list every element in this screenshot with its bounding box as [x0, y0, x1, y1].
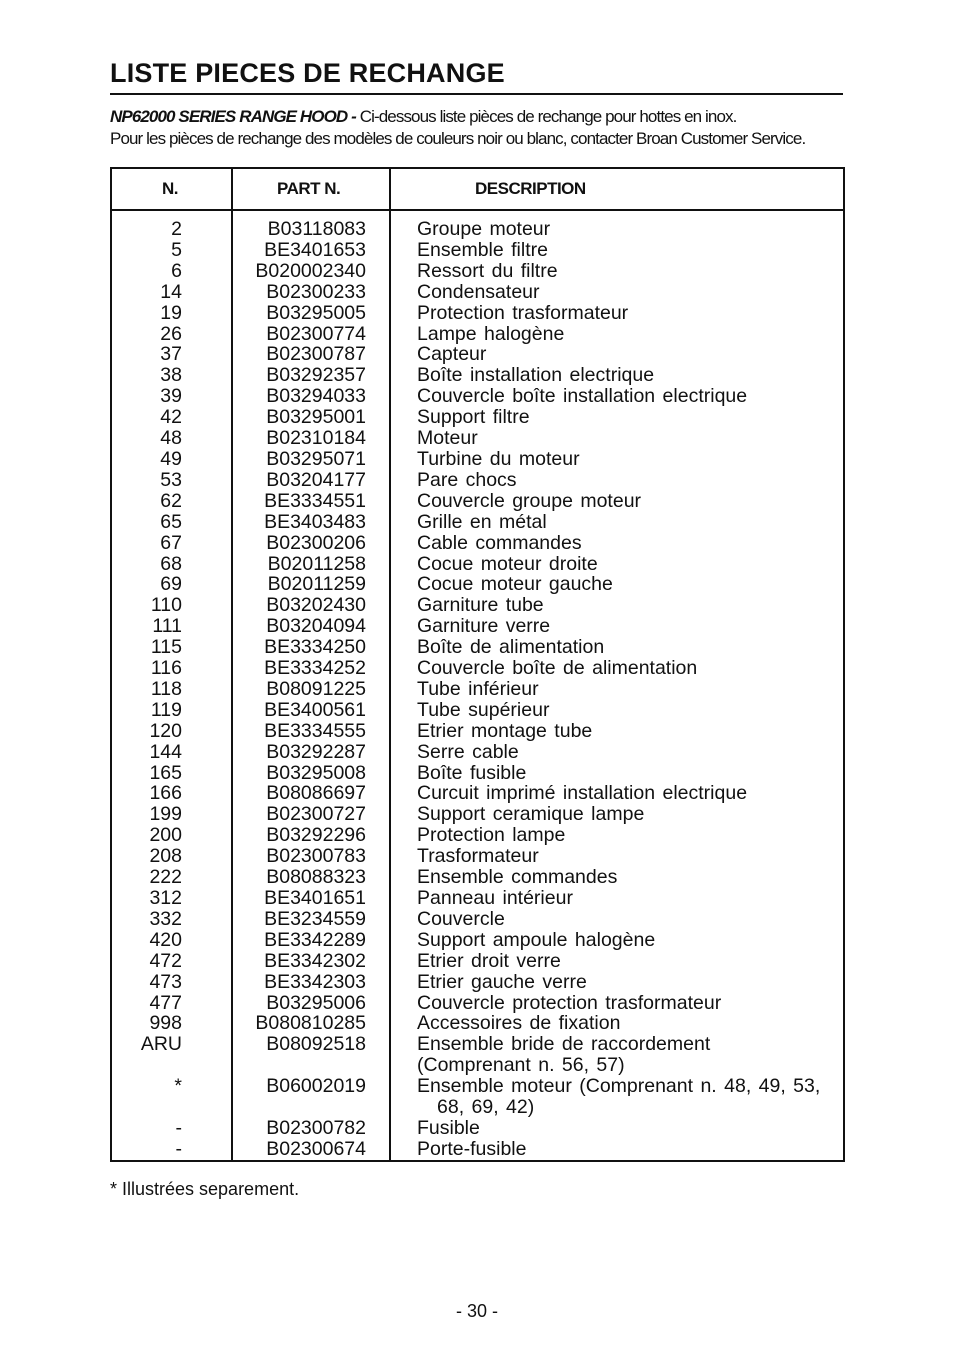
description-text: Etrier montage tube: [417, 719, 593, 742]
cell-part-number: B03204094: [266, 615, 366, 638]
cell-part-number: B02300206: [266, 531, 366, 554]
table-row: [112, 407, 843, 428]
description-text: Groupe moteur: [417, 218, 551, 240]
cell-part-number: BE3334555: [264, 719, 366, 742]
cell-description: [366, 449, 843, 470]
cell-description: [366, 282, 843, 303]
cell-part-number: BE3400561: [264, 698, 366, 721]
table-row: [112, 972, 843, 993]
description-text: Moteur: [417, 427, 478, 450]
cell-part-number: B03292296: [266, 824, 366, 847]
cell-description: [366, 491, 843, 512]
cell-part-number: BE3342303: [264, 970, 366, 993]
cell-item-number: 998: [149, 1012, 182, 1035]
cell-part-number: BE3403483: [264, 510, 366, 533]
cell-item-number: 14: [160, 280, 182, 303]
description-text: Cocue moteur droite: [417, 552, 598, 575]
cell-part-number: B08086697: [266, 782, 366, 805]
cell-part-number: BE3234559: [264, 907, 366, 930]
cell-item-number: 115: [150, 636, 182, 659]
cell-item-number: 165: [149, 761, 182, 784]
cell-description: [366, 972, 843, 993]
description-text: Turbine du moteur: [417, 447, 580, 470]
cell-part-number: B03295071: [266, 447, 366, 470]
table-row: [112, 282, 843, 303]
table-row: [112, 574, 843, 595]
table-row: [112, 449, 843, 470]
cell-part-number: B03295008: [266, 761, 366, 784]
cell-part-number: B03204177: [266, 468, 366, 491]
cell-description: [366, 303, 843, 324]
table-row: [112, 658, 843, 679]
description-text: Boîte de alimentation: [417, 636, 605, 659]
cell-item-number: 119: [150, 698, 182, 721]
cell-part-number: B08091225: [266, 677, 366, 700]
table-row: [112, 1013, 843, 1034]
table-row: [112, 1118, 843, 1139]
description-text: Couvercle boîte de alimentation: [417, 657, 698, 680]
table-row: [112, 993, 843, 1014]
cell-description: [366, 867, 843, 888]
cell-item-number: 69: [160, 573, 182, 596]
table-row: [112, 533, 843, 554]
table-row: [112, 491, 843, 512]
cell-description: [366, 1076, 843, 1118]
description-text: Curcuit imprimé installation electrique: [417, 782, 748, 805]
table-row: [112, 825, 843, 846]
cell-item-number: 116: [150, 657, 182, 680]
parts-table: [110, 167, 845, 1162]
cell-description: [366, 721, 843, 742]
description-text: Tube inférieur: [417, 677, 539, 700]
cell-part-number: BE3334252: [264, 657, 366, 680]
description-text: Cable commandes: [417, 531, 582, 554]
cell-part-number: B02300783: [266, 845, 366, 868]
cell-part-number: B08092518: [266, 1033, 366, 1056]
cell-part-number: B02300674: [266, 1137, 366, 1160]
cell-part-number: B03292357: [266, 364, 366, 387]
cell-part-number: BE3342289: [264, 928, 366, 951]
table-row: [112, 783, 843, 804]
cell-part-number: B02300233: [266, 280, 366, 303]
cell-part-number: B02300774: [266, 322, 366, 345]
description-text: Serre cable: [417, 740, 519, 763]
cell-part-number: B02011259: [267, 573, 366, 596]
description-text: Tube supérieur: [417, 698, 550, 721]
description-text: Ensemble filtre: [417, 238, 548, 261]
table-row: [112, 846, 843, 867]
cell-description: [366, 616, 843, 637]
header-divider: [112, 209, 843, 211]
cell-item-number: 67: [160, 531, 182, 554]
cell-description: [366, 993, 843, 1014]
cell-item-number: 62: [160, 489, 182, 512]
cell-part-number: B02310184: [266, 427, 366, 450]
cell-description: [366, 825, 843, 846]
cell-item-number: 144: [149, 740, 182, 763]
cell-item-number: 332: [149, 907, 182, 930]
cell-item-number: ARU: [140, 1033, 182, 1056]
cell-part-number: B08088323: [266, 866, 366, 889]
cell-item-number: 49: [160, 447, 182, 470]
description-text: Couvercle boîte installation electrique: [417, 385, 748, 408]
cell-item-number: -: [175, 1116, 182, 1139]
table-row: [112, 888, 843, 909]
table-row: [112, 700, 843, 721]
cell-description: [366, 804, 843, 825]
cell-description: [366, 742, 843, 763]
cell-item-number: 68: [160, 552, 182, 575]
description-text: Cocue moteur gauche: [417, 573, 613, 596]
description-text: Couvercle: [417, 907, 505, 930]
cell-item-number: 208: [149, 845, 182, 868]
table-row: [112, 679, 843, 700]
cell-part-number: B03294033: [266, 385, 366, 408]
table-row: [112, 324, 843, 345]
description-text: Pare chocs: [417, 468, 517, 491]
cell-part-number: B080810285: [255, 1012, 366, 1035]
cell-part-number: B03295005: [266, 301, 366, 324]
table-row: [112, 1076, 843, 1118]
cell-part-number: B03118083: [267, 218, 366, 240]
cell-description: [366, 888, 843, 909]
cell-description: [366, 554, 843, 575]
description-text: Support ceramique lampe: [417, 803, 645, 826]
description-text: Garniture tube: [417, 594, 544, 617]
table-row: [112, 909, 843, 930]
table-row: [112, 742, 843, 763]
cell-item-number: 473: [149, 970, 182, 993]
intro-text: [110, 106, 850, 150]
cell-item-number: 200: [149, 824, 182, 847]
cell-item-number: 312: [149, 887, 182, 909]
footnote: * Illustrées separement.: [110, 1179, 300, 1199]
header-n: N.: [162, 179, 178, 198]
description-text: Capteur: [417, 343, 487, 366]
cell-part-number: B03202430: [266, 594, 366, 617]
description-text: Porte-fusible: [417, 1137, 527, 1160]
cell-item-number: 48: [160, 427, 182, 450]
cell-description: [366, 407, 843, 428]
page-title: LISTE PIECES DE RECHANGE: [110, 58, 505, 88]
table-row: [112, 804, 843, 825]
cell-description: [366, 846, 843, 867]
table-row: [112, 1139, 843, 1160]
description-text: Fusible: [417, 1116, 480, 1139]
description-continuation: 68, 69, 42): [437, 1096, 535, 1119]
cell-description: [366, 512, 843, 533]
cell-description: [366, 386, 843, 407]
table-row: [112, 951, 843, 972]
description-text: Condensateur: [417, 280, 540, 303]
table-body: [112, 219, 843, 1160]
cell-part-number: B020002340: [255, 259, 366, 282]
cell-part-number: B03295001: [266, 406, 366, 429]
cell-description: [366, 658, 843, 679]
table-row: [112, 763, 843, 784]
cell-item-number: *: [174, 1075, 182, 1098]
cell-description: [366, 428, 843, 449]
table-row: [112, 1034, 843, 1076]
description-text: Ensemble commandes: [417, 866, 618, 889]
table-row: [112, 219, 843, 240]
cell-description: [366, 951, 843, 972]
title-rule: [110, 93, 843, 95]
cell-description: [366, 595, 843, 616]
cell-description: [366, 324, 843, 345]
cell-description: [366, 219, 843, 240]
description-text: Protection trasformateur: [417, 301, 629, 324]
cell-item-number: 120: [149, 719, 182, 742]
table-row: [112, 470, 843, 491]
description-text: Garniture verre: [417, 615, 551, 638]
cell-item-number: 53: [160, 468, 182, 491]
table-row: [112, 240, 843, 261]
description-text: Trasformateur: [417, 845, 539, 868]
cell-item-number: 38: [160, 364, 182, 387]
description-text: Etrier droit verre: [417, 949, 561, 972]
cell-item-number: 110: [150, 594, 182, 617]
cell-description: [366, 679, 843, 700]
table-row: [112, 261, 843, 282]
table-row: [112, 303, 843, 324]
cell-item-number: 5: [171, 238, 182, 261]
cell-item-number: 37: [160, 343, 182, 366]
cell-description: [366, 1139, 843, 1160]
intro-line-2: Pour les pièces de rechange des modèles de couleurs noir ou blanc, contacter Broan Customer Service.: [110, 129, 806, 148]
table-row: [112, 365, 843, 386]
table-row: [112, 386, 843, 407]
intro-line-1: [110, 106, 850, 128]
description-text: Ensemble moteur (Comprenant n. 48, 49, 53,: [417, 1075, 821, 1098]
description-text: Grille en métal: [417, 510, 547, 533]
cell-item-number: 199: [149, 803, 182, 826]
cell-item-number: 166: [149, 782, 182, 805]
intro-lead: NP62000 SERIES RANGE HOOD -: [110, 107, 356, 126]
cell-description: [366, 470, 843, 491]
description-text: Etrier gauche verre: [417, 970, 587, 993]
description-text: Panneau intérieur: [417, 887, 573, 909]
description-text: Accessoires de fixation: [417, 1012, 621, 1035]
description-text: Couvercle protection trasformateur: [417, 991, 722, 1014]
cell-description: [366, 533, 843, 554]
cell-part-number: B02300782: [266, 1116, 366, 1139]
cell-part-number: B03292287: [266, 740, 366, 763]
cell-description: [366, 1118, 843, 1139]
cell-description: [366, 365, 843, 386]
cell-description: [366, 1034, 843, 1076]
table-row: [112, 930, 843, 951]
cell-part-number: B03295006: [266, 991, 366, 1014]
description-text: Support filtre: [417, 406, 530, 429]
cell-item-number: 111: [152, 615, 182, 638]
cell-description: [366, 700, 843, 721]
table-row: [112, 637, 843, 658]
description-text: Ressort du filtre: [417, 259, 558, 282]
cell-item-number: 19: [160, 301, 182, 324]
cell-item-number: 2: [171, 218, 182, 240]
cell-item-number: 65: [160, 510, 182, 533]
table-row: [112, 867, 843, 888]
cell-description: [366, 240, 843, 261]
cell-part-number: BE3401651: [264, 887, 366, 909]
cell-item-number: 472: [149, 949, 182, 972]
cell-item-number: 420: [149, 928, 182, 951]
table-row: [112, 554, 843, 575]
cell-description: [366, 344, 843, 365]
table-row: [112, 616, 843, 637]
table-row: [112, 595, 843, 616]
page-number: - 30 -: [455, 1301, 498, 1321]
cell-description: [366, 763, 843, 784]
cell-description: [366, 637, 843, 658]
cell-item-number: 6: [171, 259, 182, 282]
cell-description: [366, 909, 843, 930]
cell-part-number: BE3401653: [264, 238, 366, 261]
description-text: Couvercle groupe moteur: [417, 489, 642, 512]
cell-item-number: 26: [160, 322, 182, 345]
description-text: Boîte installation electrique: [417, 364, 655, 387]
cell-part-number: B02011258: [267, 552, 366, 575]
description-text: Lampe halogène: [417, 322, 565, 345]
intro-line1-rest: Ci-dessous liste pièces de rechange pour hottes en inox.: [355, 107, 737, 126]
cell-item-number: 42: [160, 406, 182, 429]
cell-part-number: BE3342302: [264, 949, 366, 972]
table-row: [112, 721, 843, 742]
cell-item-number: 118: [150, 677, 182, 700]
cell-description: [366, 1013, 843, 1034]
table-row: [112, 344, 843, 365]
cell-description: [366, 261, 843, 282]
table-row: [112, 512, 843, 533]
cell-part-number: BE3334250: [264, 636, 366, 659]
cell-item-number: -: [175, 1137, 182, 1160]
description-text: Boîte fusible: [417, 761, 527, 784]
header-part-number: PART N.: [277, 179, 341, 198]
description-text: Support ampoule halogène: [417, 928, 656, 951]
cell-part-number: BE3334551: [264, 489, 366, 512]
cell-item-number: 39: [160, 385, 182, 408]
description-text: Protection lampe: [417, 824, 566, 847]
cell-description: [366, 574, 843, 595]
cell-item-number: 222: [149, 866, 182, 889]
cell-part-number: B02300787: [266, 343, 366, 366]
cell-part-number: B06002019: [266, 1075, 366, 1098]
description-continuation: (Comprenant n. 56, 57): [417, 1054, 625, 1077]
cell-description: [366, 783, 843, 804]
description-text: Ensemble bride de raccordement: [417, 1033, 711, 1056]
cell-part-number: B02300727: [266, 803, 366, 826]
cell-description: [366, 930, 843, 951]
table-row: [112, 428, 843, 449]
header-description: DESCRIPTION: [475, 179, 586, 198]
cell-item-number: 477: [149, 991, 182, 1014]
